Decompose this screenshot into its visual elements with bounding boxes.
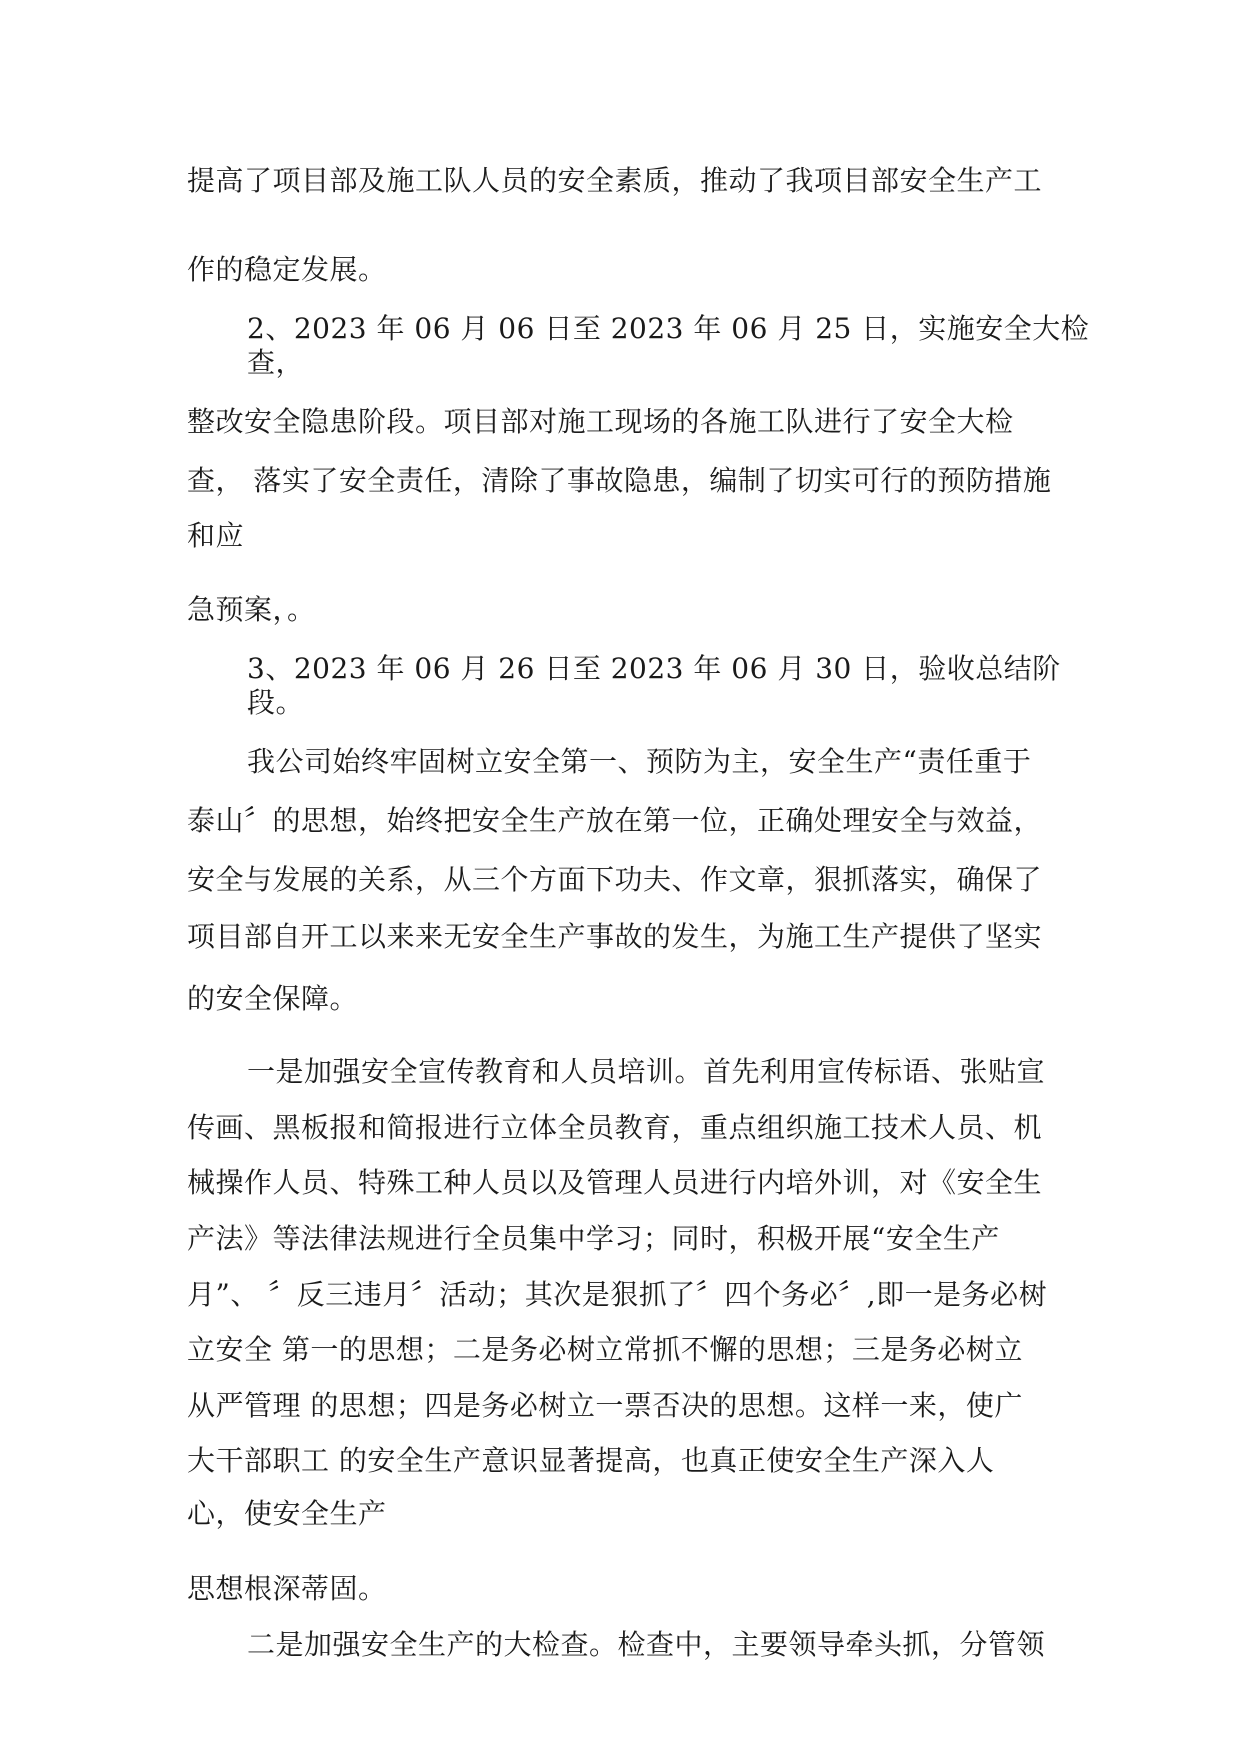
text-line: 3、2023 年 06 月 26 日至 2023 年 06 月 30 日，验收总结阶 bbox=[247, 652, 1061, 685]
text-line: 段。 bbox=[247, 686, 305, 719]
text-line: 提高了项目部及施工队人员的安全素质，推动了我项目部安全生产工 bbox=[187, 164, 1043, 197]
text-line: 作的稳定发展。 bbox=[187, 253, 387, 286]
text-line: 一是加强安全宣传教育和人员培训。首先利用宣传标语、张贴宣 bbox=[247, 1055, 1046, 1088]
text-line: 整改安全隐患阶段。项目部对施工现场的各施工队进行了安全大检 bbox=[187, 405, 1014, 438]
text-line: 急预案，。 bbox=[187, 593, 316, 626]
text-line: 项目部自开工以来来无安全生产事故的发生，为施工生产提供了坚实 bbox=[187, 920, 1043, 953]
text-line: 传画、黑板报和简报进行立体全员教育，重点组织施工技术人员、机 bbox=[187, 1111, 1043, 1144]
text-line: 安全与发展的关系，从三个方面下功夫、作文章，狠抓落实，确保了 bbox=[187, 863, 1043, 896]
text-line: 立安全 第一的思想；二是务必树立常抓不懈的思想；三是务必树立 bbox=[187, 1333, 1023, 1366]
text-line: 泰山〞的思想，始终把安全生产放在第一位，正确处理安全与效益， bbox=[187, 804, 1043, 837]
text-line: 查， 落实了安全责任，清除了事故隐患，编制了切实可行的预防措施 bbox=[187, 464, 1052, 497]
text-line: 械操作人员、特殊工种人员以及管理人员进行内培外训，对《安全生 bbox=[187, 1166, 1043, 1199]
text-line: 产法》等法律法规进行全员集中学习；同时，积极开展“安全生产 bbox=[187, 1222, 1000, 1255]
text-line: 2、2023 年 06 月 06 日至 2023 年 06 月 25 日，实施安全大检 bbox=[247, 312, 1090, 345]
text-line: 从严管理 的思想；四是务必树立一票否决的思想。这样一来，使广 bbox=[187, 1389, 1023, 1422]
text-line: 思想根深蒂固。 bbox=[187, 1572, 387, 1605]
text-line: 心，使安全生产 bbox=[187, 1497, 387, 1530]
text-line: 我公司始终牢固树立安全第一、预防为主，安全生产“责任重于 bbox=[247, 745, 1032, 778]
text-line: 的安全保障。 bbox=[187, 982, 359, 1015]
text-line: 二是加强安全生产的大检查。检查中，主要领导牵头抓，分管领 bbox=[247, 1628, 1046, 1661]
text-line: 查， bbox=[247, 346, 305, 379]
text-line: 月”、 〞反三违月〞活动；其次是狠抓了〞四个务必〞,即一是务必树 bbox=[187, 1278, 1048, 1311]
text-line: 和应 bbox=[187, 519, 245, 552]
text-line: 大干部职工 的安全生产意识显著提高，也真正使安全生产深入人 bbox=[187, 1444, 995, 1477]
